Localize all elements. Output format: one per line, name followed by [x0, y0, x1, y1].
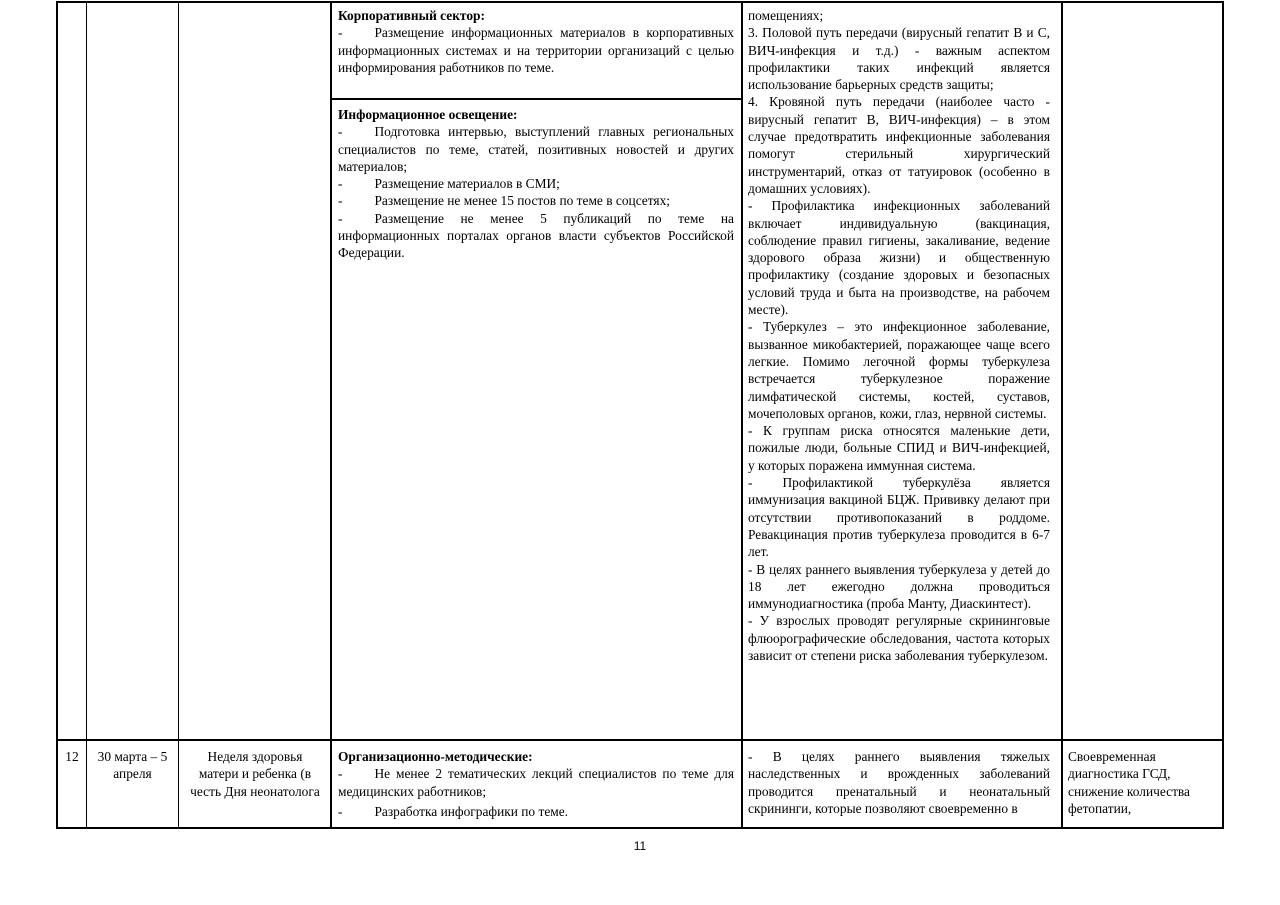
key-message-paragraph: 3. Половой путь передачи (вирусный гепатит В и С, ВИЧ-инфекция и т.д.) - важным аспектом профилактики таких инфекций является использование барьерных средств защиты;	[748, 25, 1050, 93]
info-item: - Подготовка интервью, выступлений главных региональных специалистов по теме, статей, позитивных новостей и других материалов;	[338, 124, 734, 174]
row-result: Своевременная диагностика ГСД, снижение количества фетопатии,	[1068, 749, 1191, 816]
row-dates: 30 марта – 5 апреля	[97, 749, 168, 782]
key-message-paragraph: - Туберкулез – это инфекционное заболевание, вызванное микобактерией, поражающее чаще всего легкие. Помимо легочной формы туберкулеза встречается туберкулезное поражение лимфатической системы, костей, суставов, мочеполовых органов, кожи, глаз, нервной системы.	[748, 319, 1050, 421]
key-message-paragraph: - Профилактика инфекционных заболеваний включает индивидуальную (вакцинация, соблюдение правил гигиены, закаливание, ведение здорового образа жизни) и общественную профилактику (создание здоровых и безопасных условий труда и быта на производстве, на рабочем месте).	[748, 198, 1050, 318]
row-activities-cell	[338, 748, 734, 820]
column-divider-2	[86, 1, 87, 829]
activities-item: - Разработка инфографики по теме.	[338, 803, 569, 819]
key-message-paragraph: помещениях;	[748, 8, 824, 23]
column-divider-4	[330, 1, 332, 829]
info-item: - Размещение не менее 5 публикаций по теме на информационных порталах органов власти субъектов Российской Федерации.	[338, 210, 734, 261]
activities-item: - Не менее 2 тематических лекций специалистов по теме для медицинских работников;	[338, 766, 734, 799]
row-divider	[56, 739, 1224, 741]
corporate-item: - Размещение информационных материалов в корпоративных информационных системах и на территории организаций с целью информирования работников по теме.	[338, 25, 734, 75]
activities-heading: Организационно-методические:	[338, 749, 533, 764]
column-divider-3	[178, 1, 179, 829]
corporate-sector-cell	[338, 7, 734, 76]
sub-row-divider	[331, 98, 742, 100]
key-message-paragraph: - К группам риска относятся маленькие дети, пожилые люди, больные СПИД и ВИЧ-инфекцией, у которых поражена иммунная система.	[748, 423, 1050, 473]
key-messages-cell	[748, 7, 1050, 664]
column-divider-1	[56, 1, 58, 829]
row-key-message: - В целях раннего выявления тяжелых наследственных и врожденных заболеваний проводится пренатальный и неонатальный скрининги, которые позволяют своевременно в	[748, 749, 1050, 816]
info-coverage-cell	[338, 106, 734, 262]
row-number: 12	[65, 749, 79, 764]
row-event: Неделя здоровья матери и ребенка (в честь Дня неонатолога	[190, 749, 320, 799]
column-divider-6	[1061, 1, 1063, 829]
key-message-paragraph: - У взрослых проводят регулярные скрининговые флюорографические обследования, частота которых зависит от степени риска заболевания туберкулезом.	[748, 613, 1050, 663]
info-item: - Размещение не менее 15 постов по теме в соцсетях;	[338, 193, 670, 209]
table-border-top	[56, 1, 1224, 3]
key-message-paragraph: - Профилактикой туберкулёза является иммунизация вакциной БЦЖ. Прививку делают при отсутствии противопоказаний в роддоме. Ревакцинация против туберкулеза проводится в 6-7 лет.	[748, 475, 1050, 560]
column-divider-7	[1222, 1, 1224, 829]
corporate-heading: Корпоративный сектор:	[338, 8, 485, 23]
page-number: 11	[633, 839, 647, 853]
column-divider-5	[741, 1, 743, 829]
table-border-bottom	[56, 827, 1224, 829]
info-item: - Размещение материалов в СМИ;	[338, 176, 560, 192]
key-message-paragraph: 4. Кровяной путь передачи (наиболее часто - вирусный гепатит В, ВИЧ-инфекция) – в этом случае предотвратить инфекционные заболевания помогут стерильный хирургический инструментарий, отказ от татуировок (особенно в домашних условиях).	[748, 94, 1050, 196]
key-message-paragraph: - В целях раннего выявления туберкулеза у детей до 18 лет ежегодно должна проводиться иммунодиагностика (проба Манту, Диаскинтест).	[748, 561, 1050, 612]
info-heading: Информационное освещение:	[338, 107, 518, 122]
